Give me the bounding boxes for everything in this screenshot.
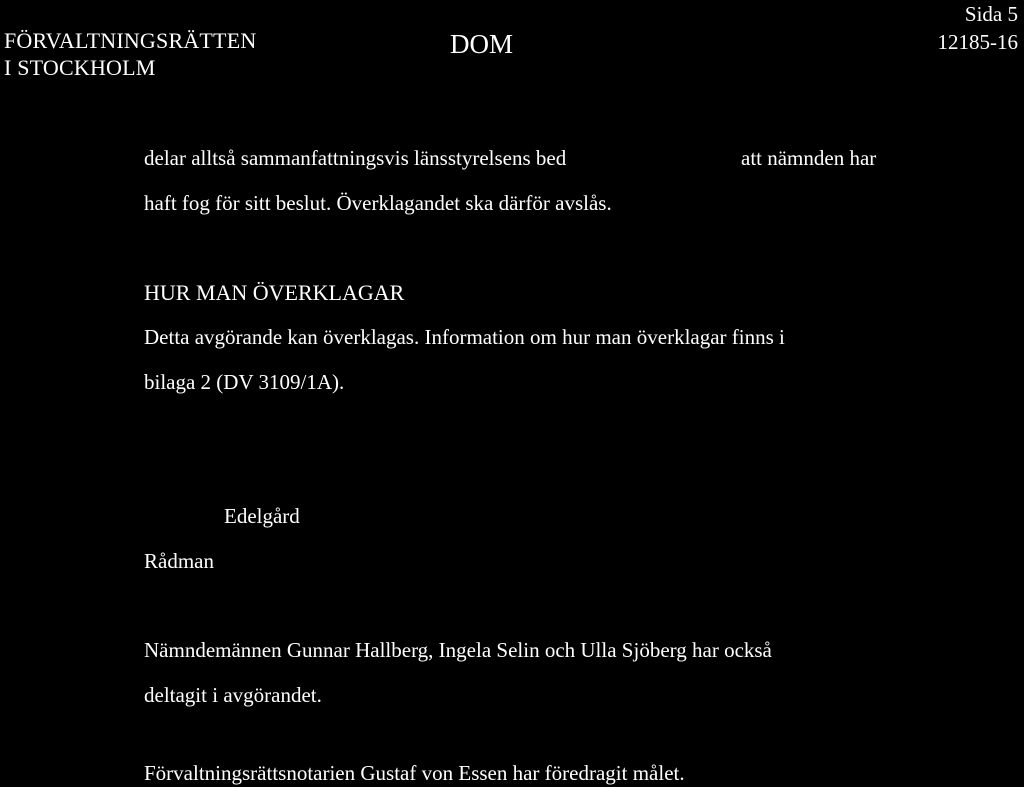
- section-heading: HUR MAN ÖVERKLAGAR: [144, 280, 405, 305]
- court-name-line1: FÖRVALTNINGSRÄTTEN: [4, 28, 257, 53]
- clerk-line: Förvaltningsrättsnotarien Gustaf von Essen har föredragit målet.: [144, 761, 685, 785]
- lay-judges-line2: deltagit i avgörandet.: [144, 683, 322, 707]
- court-name-line2: I STOCKHOLM: [4, 55, 156, 80]
- page-number: Sida 5: [964, 2, 1018, 26]
- lay-judges-line1: Nämndemännen Gunnar Hallberg, Ingela Selin och Ulla Sjöberg har också: [144, 638, 772, 662]
- signature-name: Edelgård: [224, 504, 300, 528]
- page-meta: [938, 4, 1019, 60]
- para1-line2: haft fog för sitt beslut. Överklagandet ska därför avslås.: [144, 191, 612, 215]
- court-name: [4, 30, 256, 84]
- signature-title: Rådman: [144, 549, 214, 573]
- para1-line1-part1: delar alltså sammanfattningsvis länsstyrelsens bed: [144, 146, 567, 170]
- para1-line1-part2: att nämnden har: [741, 146, 877, 170]
- case-number: 12185-16: [937, 30, 1018, 54]
- document-type: DOM: [450, 29, 514, 59]
- para2-line2: bilaga 2 (DV 3109/1A).: [144, 370, 345, 394]
- para2-line1: Detta avgörande kan överklagas. Information om hur man överklagar finns i: [144, 325, 785, 349]
